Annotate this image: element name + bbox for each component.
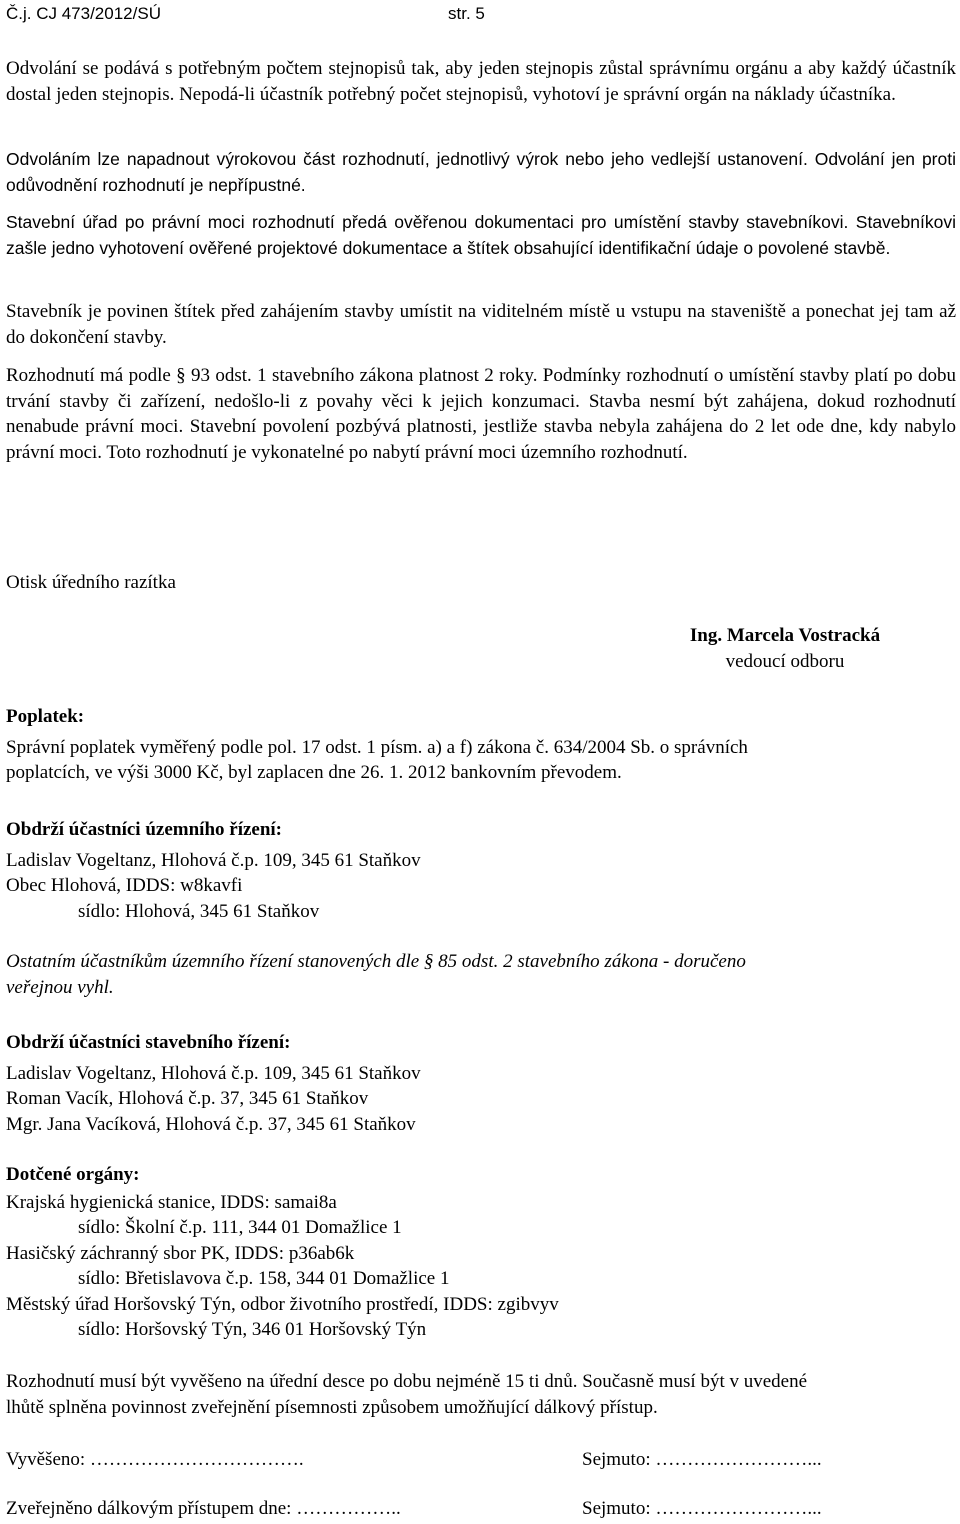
- authority-line: Městský úřad Horšovský Týn, odbor životního prostředí, IDDS: zgibvyv: [6, 1293, 559, 1315]
- authority-address: sídlo: Horšovský Týn, 346 01 Horšovský Týn: [78, 1319, 427, 1340]
- territorial-heading: Obdrží účastníci územního řízení:: [6, 819, 283, 840]
- paragraph-validity: [6, 363, 956, 465]
- publication-notice: [6, 1369, 956, 1420]
- recipient-address: sídlo: Hlohová, 345 61 Staňkov: [78, 900, 320, 922]
- fee-heading: Poplatek:: [6, 706, 85, 727]
- fee-line: poplatcích, ve výši 3000 Kč, byl zaplacen dne 26. 1. 2012 bankovním převodem.: [6, 762, 622, 783]
- signatory-name: Ing. Marcela Vostracká: [689, 625, 881, 646]
- authority-address: sídlo: Břetislavova č.p. 158, 344 01 Domažlice 1: [78, 1268, 450, 1289]
- removed-field: Sejmuto: ……………………...: [582, 1498, 822, 1519]
- paragraph-documentation: [6, 210, 956, 261]
- public-notice-line: veřejnou vyhl.: [6, 976, 114, 998]
- recipient-line: Ladislav Vogeltanz, Hlohová č.p. 109, 345 61 Staňkov: [6, 849, 421, 871]
- recipient-line: Ladislav Vogeltanz, Hlohová č.p. 109, 345 61 Staňkov: [6, 1062, 421, 1084]
- building-recipients: [6, 1030, 956, 1137]
- authorities-heading: Dotčené orgány:: [6, 1164, 140, 1185]
- recipient-line: Obec Hlohová, IDDS: w8kavfi: [6, 875, 243, 896]
- fee-section: [6, 704, 956, 786]
- posted-field: Vyvěšeno: …………………………….: [6, 1449, 304, 1470]
- public-notice-line: Ostatním účastníkům územního řízení stanovených dle § 85 odst. 2 stavebního zákona - doručeno: [6, 951, 746, 972]
- paragraph-appeal-scope: [6, 147, 956, 198]
- territorial-recipients: [6, 817, 956, 1000]
- publication-line: Rozhodnutí musí být vyvěšeno na úřední desce po dobu nejméně 15 ti dnů. Současně musí být v uvedené: [6, 1371, 808, 1392]
- fee-line: Správní poplatek vyměřený podle pol. 17 odst. 1 písm. a) a f) zákona č. 634/2004 Sb. o správních: [6, 736, 748, 758]
- signatory-role: vedoucí odboru: [725, 651, 845, 672]
- paragraph-text: Rozhodnutí má podle § 93 odst. 1 stavebního zákona platnost 2 roky. Podmínky rozhodnutí o umístění stavby platí po dobu trvání stavby či zařízení, nedošlo-li z povahy věci k jejich konzumaci. Stavba nesmí být zahájena, dokud rozhodnutí nenabude právní moci. Stavební povolení pozbývá platnosti, jestliže stavba nebyla zahájena do 2 let ode dne, kdy nabylo právní moci. Toto rozhodnutí je vykonatelné po nabytí právní moci územního rozhodnutí.: [6, 365, 956, 463]
- recipient-line: Mgr. Jana Vacíková, Hlohová č.p. 37, 345 61 Staňkov: [6, 1113, 416, 1135]
- paragraph-label-placement: [6, 299, 956, 350]
- authority-line: Krajská hygienická stanice, IDDS: samai8a: [6, 1191, 337, 1213]
- removed-field: Sejmuto: ……………………...: [582, 1449, 822, 1470]
- stamp-label: Otisk úředního razítka: [6, 572, 176, 593]
- published-remote-field: Zveřejněno dálkovým přístupem dne: ……………..: [6, 1498, 401, 1519]
- page-header: [6, 4, 485, 24]
- authority-address: sídlo: Školní č.p. 111, 344 01 Domažlice 1: [78, 1217, 402, 1238]
- building-heading: Obdrží účastníci stavebního řízení:: [6, 1032, 291, 1053]
- paragraph-text: Odvolání se podává s potřebným počtem stejnopisů tak, aby jeden stejnopis zůstal správnímu orgánu a aby každý účastník dostal jeden stejnopis. Nepodá-li účastník potřebný počet stejnopisů, vyhotoví je správní orgán na náklady účastníka.: [6, 58, 956, 105]
- paragraph-appeal-copies: [6, 56, 956, 107]
- paragraph-text: Odvoláním lze napadnout výrokovou část rozhodnutí, jednotlivý výrok nebo jeho vedlejší ustanovení. Odvolání jen proti odůvodnění rozhodnutí je nepřípustné.: [6, 149, 956, 195]
- reference-number: Č.j. CJ 473/2012/SÚ: [6, 4, 161, 23]
- paragraph-text: Stavebník je povinen štítek před zahájením stavby umístit na viditelném místě u vstupu na staveniště a ponechat jej tam až do dokončení stavby.: [6, 301, 956, 348]
- paragraph-text: Stavební úřad po právní moci rozhodnutí předá ověřenou dokumentaci pro umístění stavby stavebníkovi. Stavebníkovi zašle jedno vyhotovení ověřené projektové dokumentace a štítek obsahující identifikační údaje o povolené stavbě.: [6, 212, 956, 258]
- publication-line: lhůtě splněna povinnost zveřejnění písemnosti způsobem umožňující dálkový přístup.: [6, 1396, 658, 1418]
- authorities-section: [6, 1162, 956, 1343]
- page-number: str. 5: [448, 4, 485, 23]
- recipient-line: Roman Vacík, Hlohová č.p. 37, 345 61 Staňkov: [6, 1088, 369, 1109]
- authority-line: Hasičský záchranný sbor PK, IDDS: p36ab6k: [6, 1242, 355, 1264]
